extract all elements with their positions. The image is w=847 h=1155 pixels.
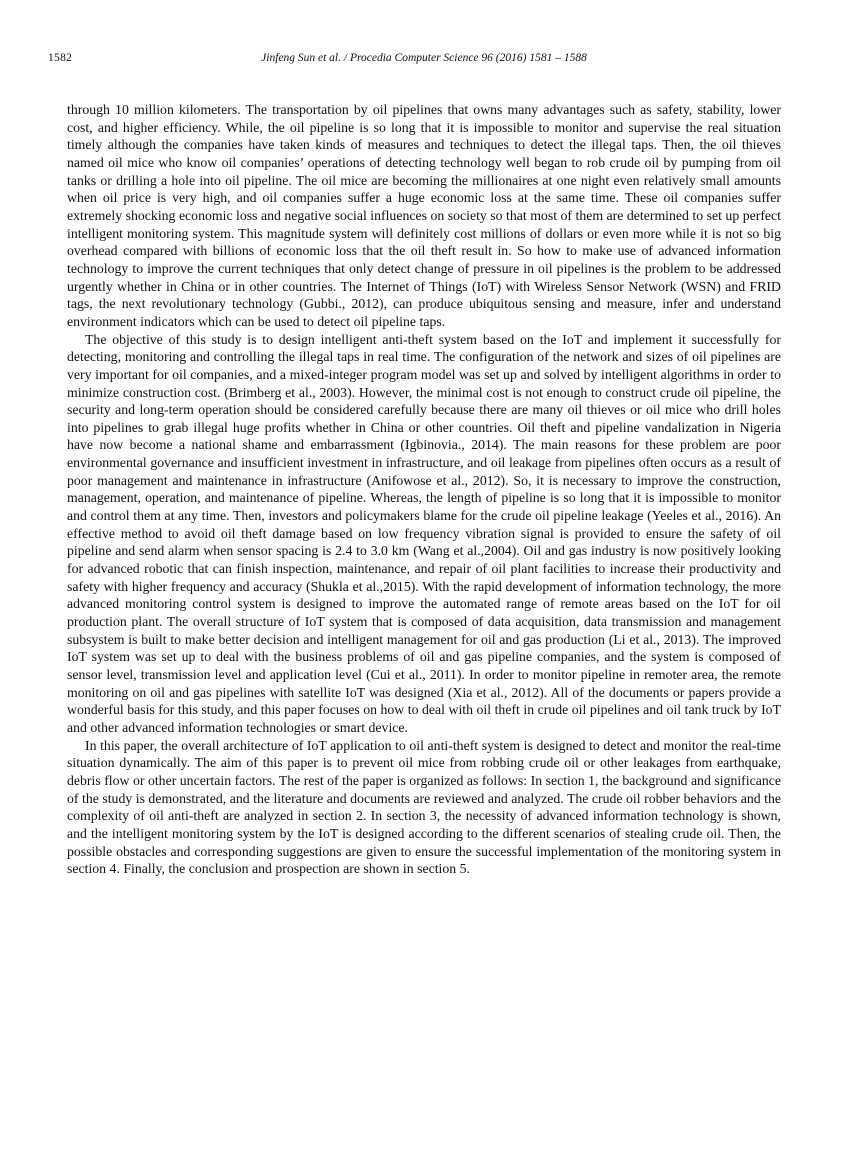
page-number: 1582 <box>48 52 73 64</box>
paper-body <box>67 101 781 878</box>
body-paragraph-3: In this paper, the overall architecture of IoT application to oil anti-theft system is designed to detect and monitor the real-time situation dynamically. The aim of this paper is to prevent oil mice from robbing crude oil or other leakages from earthquake, debris flow or other uncertain factors. The rest of the paper is organized as follows: In section 1, the background and significance of the study is demonstrated, and the literature and documents are reviewed and analyzed. The crude oil robber behaviors and the complexity of oil anti-theft are analyzed in section 2. In section 3, the necessity of advanced information technology is shown, and the intelligent monitoring system by the IoT is designed according to the different scenarios of stealing crude oil. Then, the possible obstacles and corresponding suggestions are given to ensure the successful implementation of the monitoring system in section 4. Finally, the conclusion and prospection are shown in section 5. <box>67 737 781 877</box>
running-title: Jinfeng Sun et al. / Procedia Computer Science 96 (2016) 1581 – 1588 <box>261 52 587 64</box>
body-paragraph-1: through 10 million kilometers. The transportation by oil pipelines that owns many advantages such as safety, stability, lower cost, and higher efficiency. While, the oil pipeline is so long that it is impossible to monitor and supervise the real situation timely although the companies have taken kinds of measures and techniques to detect the illegal taps. Then, the oil thieves named oil mice who know oil companies’ operations of detecting technology well began to rob crude oil by pumping from oil tanks or drilling a hole into oil pipeline. The oil mice are becoming the millionaires at one night even relatively small amounts when oil price is very high, and oil companies suffer a huge economic loss at the same time. These oil companies suffer extremely shocking economic loss and negative social influences on society so that most of them are determined to set up perfect intelligent monitoring system. This magnitude system will definitely cost millions of dollars or even more while it is not so big overhead compared with billions of economic loss that the oil theft result in. So how to make use of advanced information technology to improve the current techniques that only detect change of pressure in oil pipelines is the problem to be addressed urgently whether in China or in other countries. The Internet of Things (IoT) with Wireless Sensor Network (WSN) and FRID tags, the next revolutionary technology (Gubbi., 2012), can produce ubiquitous sensing and measure, infer and understand environment indicators which can be used to detect oil pipeline taps. <box>67 102 781 329</box>
page-header <box>48 52 799 68</box>
body-paragraph-2: The objective of this study is to design intelligent anti-theft system based on the IoT and implement it successfully for detecting, monitoring and controlling the illegal taps in real time. The configuration of the network and sizes of oil pipelines are very important for oil companies, and a mixed-integer program model was set up and solved by intelligent algorithms in order to minimize construction cost. (Brimberg et al., 2003). However, the minimal cost is not enough to construct crude oil pipeline, the security and long-term operation should be considered carefully because there are many oil thieves or oil mice who drill holes into pipelines to grab illegal huge profits whether in China or other countries. Oil theft and pipeline vandalization in Nigeria have now become a national shame and embarrassment (Igbinovia., 2014). The main reasons for these problem are poor environmental governance and insufficient investment in infrastructure, and oil leakage from pipelines often occurs as a result of poor management and maintenance in infrastructure (Anifowose et al., 2012). So, it is necessary to improve the construction, management, operation, and maintenance of pipeline. Whereas, the length of pipeline is so long that it is impossible to monitor and control them at any time. Then, investors and policymakers blame for the crude oil pipeline leakage (Yeeles et al., 2016). An effective method to avoid oil theft damage based on low frequency vibration signal is provided to ensure the safety of oil pipeline and send alarm when sensor spacing is 2.4 to 3.0 km (Wang et al.,2004). Oil and gas industry is now positively looking for advanced robotic that can finish inspection, maintenance, and repair of oil plant facilities to increase their productivity and safety with higher frequency and accuracy (Shukla et al.,2015). With the rapid development of information technology, the more advanced monitoring control system is designed to improve the automated range of remote areas based on the IoT for oil production plant. The overall structure of IoT system that is composed of data acquisition, data transmission and management subsystem is built to make better decision and intelligent management for oil and gas production (Li et al., 2013). The improved IoT system was set up to deal with the business problems of oil and gas pipeline companies, and the system is composed of sensor level, transmission level and application level (Cui et al., 2011). In order to monitor pipeline in remoter area, the remote monitoring on oil and gas pipelines with satellite IoT was designed (Xia et al., 2012). All of the documents or papers provide a wonderful basis for this study, and this paper focuses on how to deal with oil theft in crude oil pipelines and oil tank truck by IoT and other advanced information technologies or smart device. <box>67 331 781 735</box>
